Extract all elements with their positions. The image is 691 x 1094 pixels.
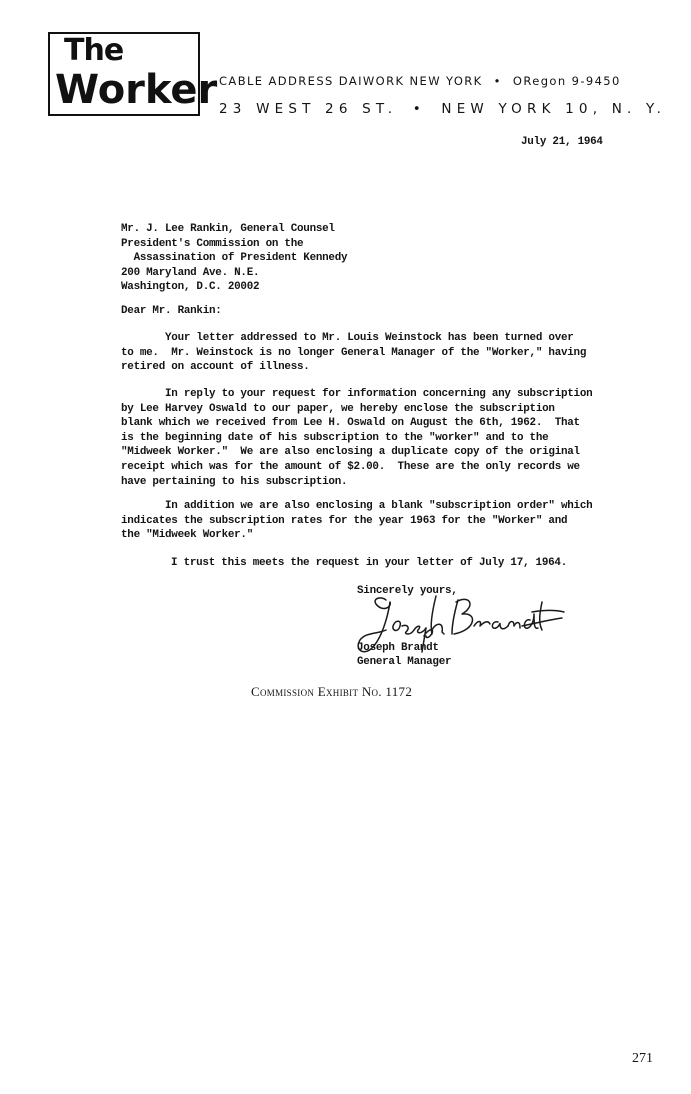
bullet-separator: • [412,101,426,117]
cable-address: CABLE ADDRESS DAIWORK NEW YORK [219,74,483,88]
body-paragraph-3: In addition we are also enclosing a blank "subscription order" which indicates the subscription rates for the year 1963 for the "Worker" and the "Midweek Worker." [121,500,593,542]
bullet-separator: • [493,74,502,88]
recipient-address [121,222,347,295]
logo-word-the: The [64,33,124,68]
letterhead-contact-line [219,74,621,88]
masthead-logo [48,32,218,116]
exhibit-caption: Commission Exhibit No. 1172 [251,684,413,699]
signer-name: Joseph Brandt [357,642,439,654]
letter-date: July 21, 1964 [521,136,603,148]
phone-number: ORegon 9-9450 [512,74,621,88]
city-address: NEW YORK 10, N. Y. [441,101,667,117]
closing: Sincerely yours, [357,585,458,597]
recipient-line: Mr. J. Lee Rankin, General Counsel [121,223,335,235]
letterhead-address-line [219,101,666,117]
logo-word-worker: Worker [55,67,218,113]
recipient-line: Washington, D.C. 20002 [121,281,260,294]
recipient-line: 200 Maryland Ave. N.E. [121,266,260,279]
body-paragraph-4: I trust this meets the request in your letter of July 17, 1964. [171,557,567,569]
street-address: 23 WEST 26 ST. [219,101,398,117]
salutation: Dear Mr. Rankin: [121,305,222,317]
signer-title: General Manager [357,656,452,668]
body-paragraph-1: Your letter addressed to Mr. Louis Weinstock has been turned over to me. Mr. Weinstock is no longer General Manager of the "Worker," having retired on account of illness. [121,332,587,374]
page-number: 271 [632,1051,653,1066]
body-paragraph-2: In reply to your request for information concerning any subscription by Lee Harvey Oswald to our paper, we hereby enclose the subscription blank which we received from Lee H. Oswald on August the 6th, 1962. That is the beginning date of his subscription to the "worker" and to the "Midweek Worker." We are also enclosing a duplicate copy of the original receipt which was for the amount of $2.00. These are the only records we have pertaining to his subscription. [121,388,593,488]
recipient-line: President's Commission on the [121,237,304,250]
recipient-line: Assassination of President Kennedy [121,252,348,265]
